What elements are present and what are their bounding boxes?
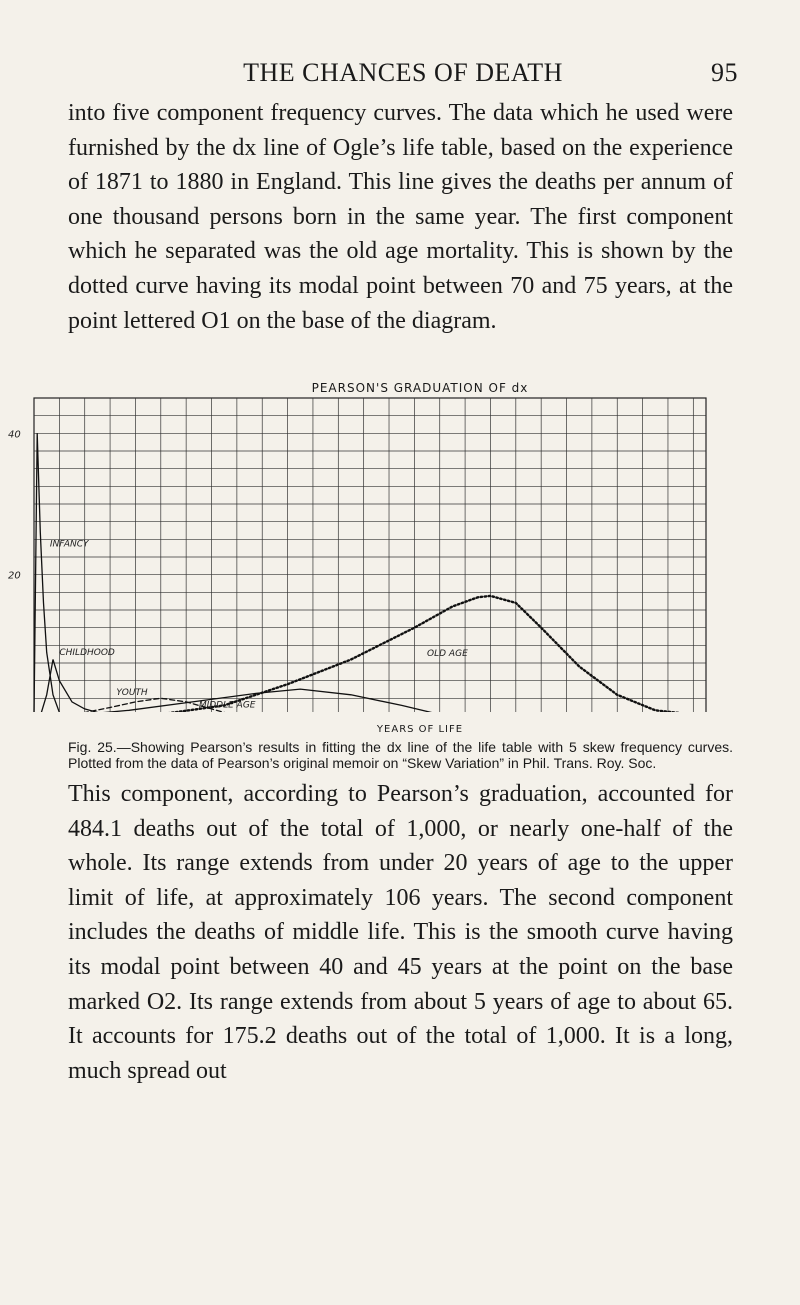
paragraph-1-text: into five component frequency curves. The data which he used were furnished by the dx line of Ogle’s life table, based on the experience of 1871 to 1880 in England. This line gives the deaths per annum of one thousand persons born in the same year. The first component which he separated was the old age mortality. This is shown by the dotted curve having its modal point between 70 and 75 years, at the point lettered O1 on the base of the diagram. (68, 100, 733, 334)
running-title: THE CHANCES OF DEATH (243, 58, 563, 87)
series-label: CHILDHOOD (59, 648, 115, 659)
figure-caption: Fig. 25.—Showing Pearson’s results in fitting the dx line of the life table with 5 skew frequency curves. Plotted from the data of Pearson’s original memoir on “Skew Variation” in Phil. Trans. Roy. Soc. (68, 739, 733, 771)
series-label: MIDDLE AGE (198, 700, 256, 711)
paragraph-2 (68, 777, 733, 1088)
paragraph-2-text: This component, according to Pearson’s graduation, accounted for 484.1 deaths out of the total of 1,000, or nearly one-half of the whole. Its range extends from under 20 years of age to the upper limit of life, at approximately 106 years. The second component includes the deaths of middle life. This is the smooth curve having its modal point between 40 and 45 years at the point on the base marked O2. Its range extends from about 5 years of age to about 65. It accounts for 175.2 deaths out of the total of 1,000. It is a long, much spread out (68, 781, 733, 1084)
chart (0, 372, 800, 712)
x-axis-label: YEARS OF LIFE (376, 724, 464, 735)
series-label: INFANCY (49, 539, 89, 550)
series-label: OLD AGE (427, 648, 468, 659)
paragraph-1 (68, 96, 733, 338)
figure-title: PEARSON'S GRADUATION OF dx (311, 381, 529, 395)
series-line (40, 660, 110, 713)
series-label: YOUTH (116, 687, 148, 698)
page-number: 95 (711, 58, 738, 87)
y-tick-label: 20 (8, 570, 21, 582)
plot-frame (34, 398, 706, 712)
y-tick-label: 40 (8, 429, 21, 441)
